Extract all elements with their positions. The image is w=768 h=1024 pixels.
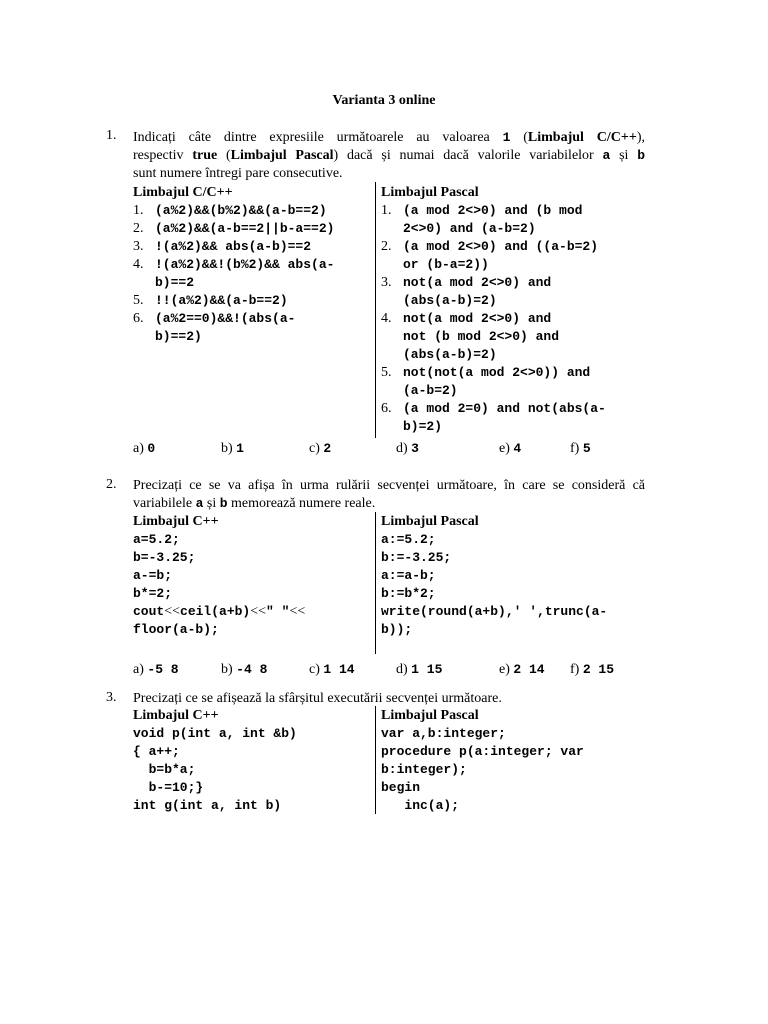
code-line: floor(a-b); — [133, 622, 219, 637]
q2-answer-choices — [133, 661, 653, 679]
answer-choice: c) 1 14 — [309, 662, 355, 677]
option-code: b)==2 — [155, 275, 195, 290]
option-number: 6. — [381, 401, 392, 416]
option-code: b)=2) — [403, 419, 443, 434]
code-line: a:=a-b; — [381, 568, 436, 583]
question-1-text — [133, 129, 645, 183]
code-line: inc(a); — [381, 798, 460, 813]
option-code: b)==2) — [155, 329, 202, 344]
q3-pascal-column — [381, 707, 646, 815]
code-line: a:=5.2; — [381, 532, 436, 547]
answer-choice: e) 4 — [499, 441, 522, 456]
option-list — [381, 202, 646, 436]
option-number: 6. — [133, 311, 144, 326]
option-code: not(a mod 2<>0) and — [403, 275, 552, 290]
option-item — [381, 274, 646, 292]
option-number: 1. — [133, 203, 144, 218]
column-heading: Limbajul C++ — [133, 514, 219, 529]
answer-choice: d) 1 15 — [396, 662, 443, 677]
option-code: 2<>0) and (a-b=2) — [403, 221, 536, 236]
option-item — [133, 310, 373, 328]
option-item — [381, 310, 646, 328]
answer-choice: f) 5 — [570, 441, 591, 456]
option-item — [133, 220, 373, 238]
option-code: not(not(a mod 2<>0)) and — [403, 365, 591, 380]
option-code: (a mod 2<>0) and (b mod — [403, 203, 583, 218]
code-line: { a++; — [133, 744, 180, 759]
question-number: 1. — [106, 128, 117, 143]
option-item-continuation — [381, 328, 646, 346]
option-item-continuation — [381, 418, 646, 436]
option-number: 5. — [133, 293, 144, 308]
page-title: Varianta 3 online — [332, 93, 436, 108]
option-number: 1. — [381, 203, 392, 218]
q2-c-column — [133, 513, 373, 639]
option-number: 4. — [133, 257, 144, 272]
question-text-line: Precizați ce se va afișa în urma rulării secvenței următoare, în care se consideră că — [133, 478, 645, 493]
option-item — [381, 202, 646, 220]
answer-choice: a) 0 — [133, 441, 156, 456]
column-divider — [375, 182, 376, 438]
option-code: !!(a%2)&&(a-b==2) — [155, 293, 288, 308]
q2-pascal-column — [381, 513, 646, 639]
answer-choice: c) 2 — [309, 441, 332, 456]
option-item-continuation — [381, 346, 646, 364]
q1-pascal-column — [381, 184, 646, 436]
option-item — [133, 238, 373, 256]
answer-choice: b) 1 — [221, 441, 244, 456]
code-line: b:integer); — [381, 762, 467, 777]
option-code: (a%2)&&(a-b==2||b-a==2) — [155, 221, 335, 236]
option-item-continuation — [133, 328, 373, 346]
option-code: or (b-a=2)) — [403, 257, 489, 272]
option-number: 3. — [381, 275, 392, 290]
option-number: 4. — [381, 311, 392, 326]
question-text-line: variabilele a și b memorează numere reale. — [133, 496, 376, 511]
option-code: not(a mod 2<>0) and — [403, 311, 552, 326]
code-line: b:=-3.25; — [381, 550, 452, 565]
option-item — [381, 364, 646, 382]
code-line: b:=b*2; — [381, 586, 436, 601]
option-number: 3. — [133, 239, 144, 254]
option-item — [381, 400, 646, 418]
option-item-continuation — [381, 220, 646, 238]
column-divider — [375, 512, 376, 654]
answer-choice: a) -5 8 — [133, 662, 179, 677]
code-line: b*=2; — [133, 586, 173, 601]
answer-choice: e) 2 14 — [499, 662, 545, 677]
option-code: (a mod 2=0) and not(abs(a- — [403, 401, 606, 416]
column-heading: Limbajul Pascal — [381, 708, 479, 723]
option-item-continuation — [381, 256, 646, 274]
question-text-line: Indicați câte dintre expresiile următoarele au valoarea 1 (Limbajul C/C++), — [133, 130, 645, 145]
question-text-line: sunt numere întregi pare consecutive. — [133, 166, 343, 181]
option-number: 5. — [381, 365, 392, 380]
q1-answer-choices — [133, 440, 653, 458]
option-code: (abs(a-b)=2) — [403, 347, 497, 362]
code-line: var a,b:integer; — [381, 726, 506, 741]
code-line: write(round(a+b),' ',trunc(a- — [381, 604, 608, 619]
column-heading: Limbajul C/C++ — [133, 185, 233, 200]
code-line: b=b*a; — [133, 762, 196, 777]
question-text-line: respectiv true (Limbajul Pascal) dacă și numai dacă valorile variabilelor a și b — [133, 148, 646, 163]
question-number: 2. — [106, 477, 117, 492]
option-code: not (b mod 2<>0) and — [403, 329, 560, 344]
option-code: !(a%2)&&!(b%2)&& abs(a- — [155, 257, 335, 272]
q1-c-column — [133, 184, 373, 346]
option-code: (a%2)&&(b%2)&&(a-b==2) — [155, 203, 327, 218]
option-code: (a%2==0)&&!(abs(a- — [155, 311, 296, 326]
column-heading: Limbajul Pascal — [381, 514, 479, 529]
option-number: 2. — [133, 221, 144, 236]
question-text-line: Precizați ce se afișează la sfârșitul executării secvenței următoare. — [133, 691, 502, 706]
code-line: a-=b; — [133, 568, 173, 583]
option-code: (a mod 2<>0) and ((a-b=2) — [403, 239, 599, 254]
column-divider — [375, 706, 376, 814]
code-line: void p(int a, int &b) — [133, 726, 297, 741]
question-number: 3. — [106, 690, 117, 705]
option-item — [133, 202, 373, 220]
column-heading: Limbajul Pascal — [381, 185, 479, 200]
column-heading: Limbajul C++ — [133, 708, 219, 723]
code-line: begin — [381, 780, 421, 795]
answer-choice: b) -4 8 — [221, 662, 268, 677]
code-line: a=5.2; — [133, 532, 180, 547]
option-code: !(a%2)&& abs(a-b)==2 — [155, 239, 312, 254]
answer-choice: d) 3 — [396, 441, 419, 456]
option-code: (a-b=2) — [403, 383, 458, 398]
code-line: cout<<ceil(a+b)<<" "<< — [133, 604, 306, 619]
option-item-continuation — [133, 274, 373, 292]
question-2-text — [133, 477, 645, 513]
q3-c-column — [133, 707, 373, 815]
option-code: (abs(a-b)=2) — [403, 293, 497, 308]
answer-choice: f) 2 15 — [570, 662, 615, 677]
option-item — [381, 238, 646, 256]
code-line: b)); — [381, 622, 413, 637]
option-item-continuation — [381, 382, 646, 400]
code-line: int g(int a, int b) — [133, 798, 282, 813]
option-list — [133, 202, 373, 346]
code-line: b=-3.25; — [133, 550, 196, 565]
option-item — [133, 292, 373, 310]
option-item-continuation — [381, 292, 646, 310]
option-item — [133, 256, 373, 274]
question-3-text — [133, 690, 645, 708]
code-line: procedure p(a:integer; var — [381, 744, 584, 759]
code-line: b-=10;} — [133, 780, 204, 795]
option-number: 2. — [381, 239, 392, 254]
